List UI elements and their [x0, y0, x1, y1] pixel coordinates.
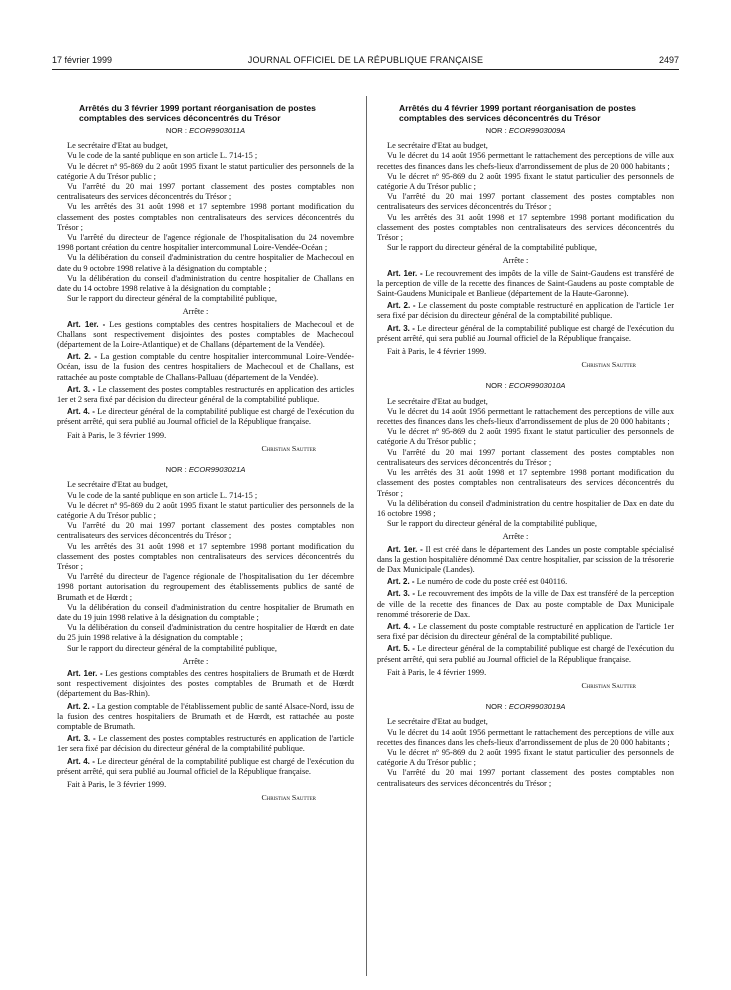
nor-code: ECOR9903009A — [508, 126, 566, 135]
right-column — [377, 103, 674, 789]
visa-paragraph: Vu l'arrêté du 20 mai 1997 portant classement des postes comptables non centralisateurs des services déconcentrés du Trésor ; — [57, 182, 354, 202]
article-label: Art. 3. - — [387, 589, 416, 599]
article-label: Art. 4. - — [67, 407, 95, 417]
column-divider — [366, 96, 367, 976]
article-text: Le classement des postes comptables restructurés en application de l'article 1er sera fixé par décision du directeur général de la comptabilité publique. — [57, 734, 354, 754]
article-paragraph — [57, 734, 354, 754]
visa-paragraph: Vu le code de la santé publique en son article L. 714-15 ; — [67, 490, 258, 500]
visa-paragraph: Vu la délibération du conseil d'administration du centre hospitalier de Machecoul en date du 9 octobre 1998 relative à la désignation du comptable ; — [57, 253, 354, 273]
visa-paragraph: Le secrétaire d'Etat au budget, — [67, 480, 168, 490]
article-text: La gestion comptable de l'établissement public de santé Alsace-Nord, issu de la fusion des centres hospitaliers de Brumath et de Hœrdt, est rattachée au poste comptable de Brumath. — [57, 701, 354, 731]
visa-paragraph: Sur le rapport du directeur général de la comptabilité publique, — [67, 643, 277, 653]
article-paragraph — [377, 622, 674, 642]
article-label: Art. 1er. - — [387, 544, 423, 554]
article-paragraph — [57, 320, 354, 351]
article-label: Art. 4. - — [67, 756, 95, 766]
decree — [57, 103, 354, 464]
article-label: Art. 2. - — [387, 301, 416, 311]
visa-paragraph: Vu l'arrêté du directeur de l'agence régionale de l'hospitalisation du 1er décembre 1998 portant autorisation du regroupement des établissements publics de santé de Brumath et de Hœrdt ; — [57, 572, 354, 602]
article-text: Le directeur général de la comptabilité publique est chargé de l'exécution du présent arrêté, qui sera publié au Journal officiel de la République française. — [377, 644, 675, 664]
signing-place-date: Fait à Paris, le 3 février 1999. — [67, 779, 167, 789]
nor-reference — [57, 465, 354, 475]
article-text: Le directeur général de la comptabilité publique est chargé de l'exécution du présent arrêté, qui sera publié au Journal officiel de la République française. — [377, 323, 675, 343]
visa-paragraph: Vu les arrêtés des 31 août 1998 et 17 septembre 1998 portant modification du classement des postes comptables non centralisateurs des services déconcentrés du Trésor ; — [57, 541, 354, 571]
decree — [377, 381, 674, 701]
article-paragraph — [377, 269, 674, 300]
article-paragraph — [377, 644, 674, 664]
article-label: Art. 3. - — [67, 734, 96, 744]
spacer — [377, 695, 674, 701]
visa-paragraph: Vu les arrêtés des 31 août 1998 et 17 septembre 1998 portant modification du classement des postes comptables non centralisateurs des services déconcentrés du Trésor ; — [377, 468, 674, 498]
visa-paragraph: Vu la délibération du conseil d'administration du centre hospitalier de Challans en date du 14 octobre 1998 relative à la désignation du comptable ; — [57, 273, 354, 294]
signature-name: Christian Sautter — [581, 360, 636, 370]
visa-paragraph: Vu les arrêtés des 31 août 1998 et 17 septembre 1998 portant modification du classement des postes comptables non centralisateurs des services déconcentrés du Trésor ; — [57, 202, 354, 232]
signature-name: Christian Sautter — [261, 793, 316, 803]
visa-paragraph: Vu le décret nº 95-869 du 2 août 1995 fixant le statut particulier des personnels de la catégorie A du Trésor public ; — [57, 161, 354, 181]
decree — [377, 103, 674, 380]
article-text: La gestion comptable du centre hospitalier intercommunal Loire-Vendée-Océan, issu de la fusion des centres hospitaliers de Machecoul et de Challans, est rattachée au poste comptable de Challans-Palluau (département de la Vendée). — [57, 352, 355, 382]
article-paragraph — [377, 545, 674, 576]
article-label: Art. 2. - — [387, 577, 415, 587]
signing-place-date: Fait à Paris, le 3 février 1999. — [67, 430, 167, 440]
visa-paragraph: Sur le rapport du directeur général de la comptabilité publique, — [67, 294, 277, 304]
header-page-number: 2497 — [658, 55, 679, 65]
spacer — [377, 374, 674, 380]
article-label: Art. 1er. - — [387, 268, 423, 278]
nor-label: NOR : — [485, 381, 507, 391]
arrete-heading: Arrête : — [182, 656, 209, 666]
visa-paragraph: Vu le décret du 14 août 1956 permettant le rattachement des perceptions de ville aux recettes des finances dans les chefs-lieux d'arrondissement de plus de 20 000 habitants ; — [377, 406, 674, 427]
nor-reference — [57, 126, 354, 136]
visa-paragraph: Vu le décret nº 95-869 du 2 août 1995 fixant le statut particulier des personnels de catégorie A du Trésor public ; — [377, 747, 674, 768]
article-paragraph — [57, 385, 354, 405]
article-label: Art. 3. - — [387, 323, 415, 333]
header-date: 17 février 1999 — [52, 55, 113, 65]
decree — [57, 465, 354, 813]
article-text: Le classement des postes comptables restructurés en application des articles 1er et 2 sera fixé par décision du directeur général de la comptabilité publique. — [57, 384, 354, 405]
visa-paragraph: Vu la délibération du conseil d'administration du centre hospitalier de Dax en date du 16 octobre 1998 ; — [377, 498, 674, 518]
article-paragraph — [377, 324, 674, 344]
spacer — [57, 807, 354, 813]
article-text: Les gestions comptables des centres hospitaliers de Machecoul et de Challans sont respectivement disjointes des postes comptables de Machecoul (département de la Loire-Atlantique) et de Challans (département de la Vendée). — [57, 319, 354, 350]
article-label: Art. 4. - — [387, 621, 416, 631]
article-paragraph — [377, 589, 674, 620]
nor-code: ECOR9903021A — [188, 465, 246, 475]
page-header — [52, 53, 679, 70]
visa-paragraph: Vu le décret nº 95-869 du 2 août 1995 fixant le statut particulier des personnels de catégorie A du Trésor public ; — [377, 171, 674, 192]
article-label: Art. 5. - — [387, 644, 415, 654]
article-paragraph — [57, 757, 354, 777]
header-journal-title: JOURNAL OFFICIEL DE LA RÉPUBLIQUE FRANÇAISE — [247, 55, 484, 65]
arrete-heading: Arrête : — [502, 532, 529, 542]
nor-reference — [377, 126, 674, 136]
visa-paragraph: Vu l'arrêté du 20 mai 1997 portant classement des postes comptables non centralisateurs des services déconcentrés du Trésor ; — [377, 768, 674, 788]
article-text: Le directeur général de la comptabilité publique est chargé de l'exécution du présent arrêté, qui sera publié au Journal officiel de la République française. — [57, 407, 355, 427]
article-text: Il est créé dans le département des Landes un poste comptable spécialisé dans la gestion hospitalière dénommé Dax centre hospitalier, par scission de la trésorerie de Dax Municipale (Landes). — [377, 544, 674, 574]
article-text: Le classement du poste comptable restructuré en application de l'article 1er sera fixé par décision du directeur général de la comptabilité publique. — [377, 621, 674, 642]
article-text: Le classement du poste comptable restructuré en application de l'article 1er sera fixé par décision du directeur général de la comptabilité publique. — [377, 301, 674, 321]
nor-label: NOR : — [485, 126, 507, 135]
decree-title: Arrêtés du 4 février 1999 portant réorganisation de postes comptables des services déconcentrés du Trésor — [399, 103, 636, 123]
article-paragraph — [57, 702, 354, 733]
nor-label: NOR : — [165, 126, 187, 135]
article-label: Art. 1er. - — [67, 319, 106, 329]
article-text: Le recouvrement des impôts de la ville de Dax est transféré de la perception de ville de la recette des finances de Dax au poste comptable de Dax Municipale renommé trésorerie de Dax. — [377, 589, 675, 619]
nor-label: NOR : — [485, 702, 507, 712]
article-paragraph — [57, 352, 354, 383]
visa-paragraph: Vu la délibération du conseil d'administration du centre hospitalier de Brumath en date du 19 juin 1998 relative à la désignation du comptable ; — [57, 602, 354, 622]
left-column — [57, 103, 354, 813]
visa-paragraph: Le secrétaire d'Etat au budget, — [67, 141, 168, 151]
article-paragraph — [377, 577, 674, 587]
article-text: Les gestions comptables des centres hospitaliers de Brumath et de Hœrdt sont respectivement disjointes des postes comptables de Brumath et de Hœrdt (département du Bas-Rhin). — [57, 668, 355, 699]
visa-paragraph: Sur le rapport du directeur général de la comptabilité publique, — [387, 519, 597, 529]
signing-place-date: Fait à Paris, le 4 février 1999. — [387, 347, 487, 357]
article-label: Art. 2. - — [67, 352, 98, 362]
spacer — [57, 458, 354, 464]
visa-paragraph: Sur le rapport du directeur général de la comptabilité publique, — [387, 243, 597, 253]
article-paragraph — [57, 407, 354, 427]
nor-label: NOR : — [165, 465, 187, 475]
article-text: Le recouvrement des impôts de la ville de Saint-Gaudens est transféré de la perception de ville de la recette des finances de Saint-Gaudens au poste comptable de Saint-Gaudens Municipale et Banlieue (département de la Haute-Garonne). — [377, 268, 674, 299]
arrete-heading: Arrête : — [502, 256, 529, 266]
article-text: Le numéro de code du poste créé est 040116. — [416, 577, 568, 587]
visa-paragraph: Le secrétaire d'Etat au budget, — [387, 717, 488, 727]
article-text: Le directeur général de la comptabilité publique est chargé de l'exécution du présent arrêté, qui sera publié au Journal officiel de la République française. — [57, 756, 355, 776]
visa-paragraph: Vu le code de la santé publique en son article L. 714-15 ; — [67, 151, 258, 161]
article-label: Art. 1er. - — [67, 668, 103, 678]
visa-paragraph: Vu l'arrêté du 20 mai 1997 portant classement des postes comptables non centralisateurs des services déconcentrés du Trésor ; — [377, 447, 674, 467]
nor-code: ECOR9903010A — [508, 381, 566, 391]
article-paragraph — [57, 669, 354, 700]
visa-paragraph: Vu le décret nº 95-869 du 2 août 1995 fixant le statut particulier des personnels de catégorie A du Trésor public ; — [377, 427, 674, 447]
signature-name: Christian Sautter — [581, 680, 636, 690]
nor-code: ECOR9903019A — [508, 702, 566, 712]
decree — [377, 702, 674, 789]
article-label: Art. 2. - — [67, 701, 95, 711]
visa-paragraph: Vu l'arrêté du 20 mai 1997 portant classement des postes comptables non centralisateurs des services déconcentrés du Trésor ; — [377, 192, 674, 212]
nor-reference — [377, 702, 674, 712]
signature-name: Christian Sautter — [261, 443, 316, 453]
article-paragraph — [377, 301, 674, 321]
nor-code: ECOR9903011A — [189, 126, 246, 135]
visa-paragraph: Vu le décret nº 95-869 du 2 août 1995 fixant le statut particulier des personnels de la catégorie A du Trésor public ; — [57, 500, 354, 520]
visa-paragraph: Vu la délibération du conseil d'administration du centre hospitalier de Hœrdt en date du 25 juin 1998 relative à la désignation du comptable ; — [57, 623, 354, 643]
visa-paragraph: Vu l'arrêté du directeur de l'agence régionale de l'hospitalisation du 24 novembre 1998 portant création du centre hospitalier intercommunal Loire-Vendée-Océan ; — [57, 233, 354, 253]
nor-reference — [377, 381, 674, 391]
decree-title: Arrêtés du 3 février 1999 portant réorganisation de postes comptables des services déconcentrés du Trésor — [79, 103, 316, 123]
signing-place-date: Fait à Paris, le 4 février 1999. — [387, 667, 487, 677]
visa-paragraph: Vu l'arrêté du 20 mai 1997 portant classement des postes comptables non centralisateurs des services déconcentrés du Trésor ; — [57, 521, 354, 541]
article-label: Art. 3. - — [67, 384, 96, 394]
visa-paragraph: Le secrétaire d'Etat au budget, — [387, 141, 488, 151]
visa-paragraph: Vu le décret du 14 août 1956 permettant le rattachement des perceptions de ville aux recettes des finances dans les chefs-lieux d'arrondissement de plus de 20 000 habitants ; — [377, 151, 674, 171]
visa-paragraph: Vu les arrêtés des 31 août 1998 et 17 septembre 1998 portant modification du classement des postes comptables non centralisateurs des services déconcentrés du Trésor ; — [377, 212, 674, 243]
visa-paragraph: Le secrétaire d'Etat au budget, — [387, 396, 488, 406]
visa-paragraph: Vu le décret du 14 août 1956 permettant le rattachement des perceptions de ville aux recettes des finances dans les chefs-lieux d'arrondissement de plus de 20 000 habitants ; — [377, 727, 674, 747]
arrete-heading: Arrête : — [182, 307, 209, 317]
